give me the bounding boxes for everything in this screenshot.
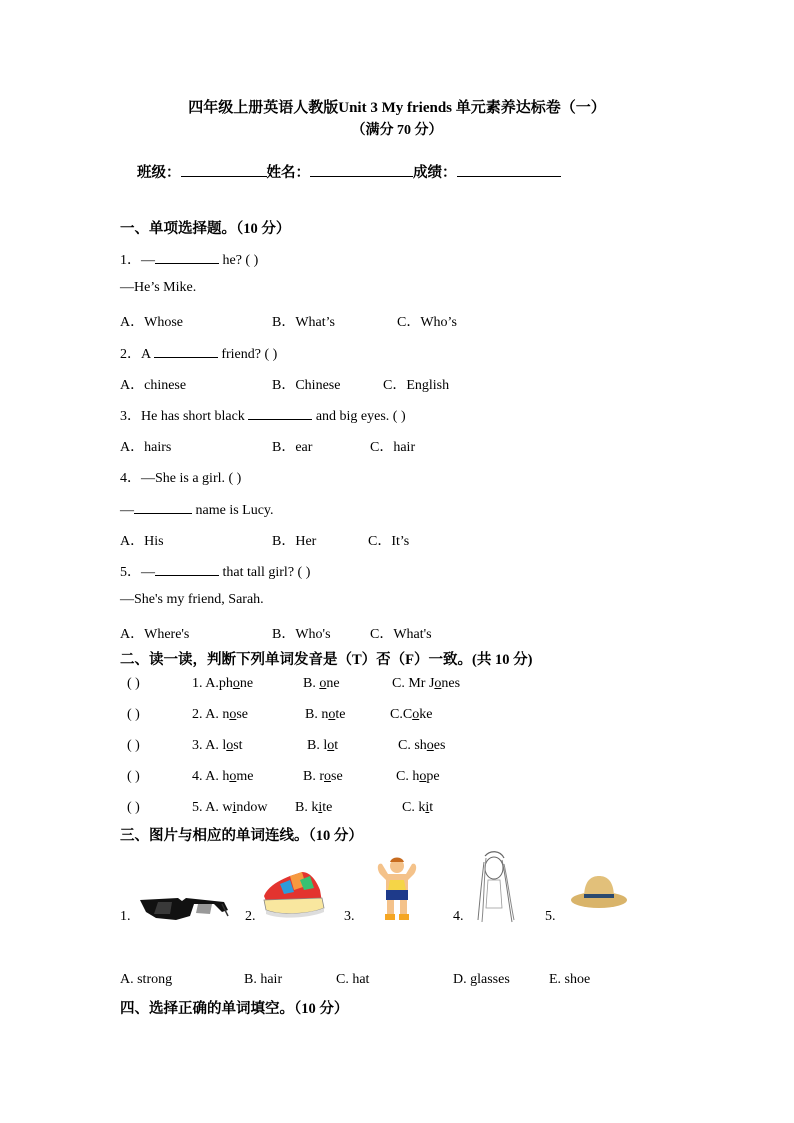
shoe-icon[interactable] <box>260 866 326 920</box>
s2-row-3 <box>127 738 140 754</box>
q2-option-a[interactable]: A．chinese <box>120 378 187 393</box>
q4-blank[interactable] <box>134 499 192 514</box>
s2-row-5 <box>127 800 140 816</box>
s2-row-5-word-b: B. kite <box>295 800 333 815</box>
s2-row-4-word-b: B. rose <box>303 769 343 784</box>
s2-row-3-word-c: C. shoes <box>398 738 446 753</box>
answer-paren[interactable]: ( ) <box>127 800 140 815</box>
s2-row-4-word-a: 4. A. home <box>192 769 254 784</box>
q2-pre: 2．A <box>120 347 154 362</box>
long-hair-icon[interactable] <box>472 848 518 924</box>
q4-post: name is Lucy. <box>192 503 274 518</box>
page-subtitle: （满分 70 分） <box>351 123 443 138</box>
word-b[interactable]: B. hair <box>244 972 283 987</box>
section4-heading: 四、选择正确的单词填空。（10 分） <box>120 1001 349 1017</box>
s2-row-1-word-a: 1. A.phone <box>192 676 254 691</box>
q1-answer-line: —He’s Mike. <box>120 280 197 295</box>
q1-pre: 1．— <box>120 253 155 268</box>
section2-heading: 二、读一读，判断下列单词发音是（T）否（F）一致。(共 10 分) <box>120 652 533 668</box>
pic-num-2: 2. <box>245 909 256 924</box>
info-line <box>137 161 561 182</box>
answer-paren[interactable]: ( ) <box>127 676 140 691</box>
section1-heading: 一、单项选择题。（10 分） <box>120 221 291 237</box>
strong-man-icon[interactable] <box>372 854 422 924</box>
answer-paren[interactable]: ( ) <box>127 769 140 784</box>
s2-row-2 <box>127 707 140 723</box>
page-title: 四年级上册英语人教版Unit 3 My friends 单元素养达标卷（一） <box>188 100 606 116</box>
score-field[interactable] <box>457 162 561 177</box>
word-c[interactable]: C. hat <box>336 972 370 987</box>
q4-option-a[interactable]: A．His <box>120 534 164 549</box>
s2-row-1-word-c: C. Mr Jones <box>392 676 461 691</box>
q2-option-c[interactable]: C．English <box>383 378 450 393</box>
s2-row-2-word-b: B. note <box>305 707 346 722</box>
q5-option-b[interactable]: B．Who's <box>272 627 331 642</box>
class-field[interactable] <box>181 162 267 177</box>
q3-blank[interactable] <box>248 405 312 420</box>
q1-stem <box>120 249 258 269</box>
score-label: 成绩： <box>413 165 457 181</box>
q3-option-b[interactable]: B．ear <box>272 440 313 455</box>
q5-post: that tall girl? ( ) <box>219 565 311 580</box>
name-field[interactable] <box>310 162 413 177</box>
pic-num-4: 4. <box>453 909 464 924</box>
q1-option-a[interactable]: A．Whose <box>120 315 183 330</box>
q5-option-c[interactable]: C．What's <box>370 627 432 642</box>
hat-icon[interactable] <box>570 872 628 912</box>
q4-option-c[interactable]: C．It’s <box>368 534 410 549</box>
q3-option-a[interactable]: A．hairs <box>120 440 172 455</box>
q4-option-b[interactable]: B．Her <box>272 534 317 549</box>
q5-pre: 5．— <box>120 565 155 580</box>
q2-blank[interactable] <box>154 343 218 358</box>
q1-option-c[interactable]: C．Who’s <box>397 315 457 330</box>
s2-row-3-word-a: 3. A. lost <box>192 738 243 753</box>
class-label: 班级： <box>137 165 181 181</box>
q3-option-c[interactable]: C．hair <box>370 440 416 455</box>
answer-paren[interactable]: ( ) <box>127 738 140 753</box>
q1-option-b[interactable]: B．What’s <box>272 315 335 330</box>
q2-post: friend? ( ) <box>217 347 278 362</box>
q5-answer-line: —She's my friend, Sarah. <box>120 592 264 607</box>
q4-pre: — <box>120 503 134 518</box>
name-label: 姓名： <box>266 165 310 181</box>
word-e[interactable]: E. shoe <box>549 972 591 987</box>
s2-row-4 <box>127 769 140 785</box>
q4-stem: 4．—She is a girl. ( ) <box>120 471 242 486</box>
q2-option-b[interactable]: B．Chinese <box>272 378 341 393</box>
answer-paren[interactable]: ( ) <box>127 707 140 722</box>
pic-num-1: 1. <box>120 909 131 924</box>
s2-row-2-word-c: C.Coke <box>390 707 433 722</box>
q3-stem <box>120 405 406 425</box>
s2-row-4-word-c: C. hope <box>396 769 440 784</box>
pic-num-3: 3. <box>344 909 355 924</box>
q1-post: he? ( ) <box>219 253 259 268</box>
q5-stem <box>120 561 310 581</box>
q5-option-a[interactable]: A．Where's <box>120 627 190 642</box>
s2-row-2-word-a: 2. A. nose <box>192 707 249 722</box>
s2-row-3-word-b: B. lot <box>307 738 339 753</box>
s2-row-1-word-b: B. one <box>303 676 340 691</box>
q1-blank[interactable] <box>155 249 219 264</box>
section3-heading: 三、图片与相应的单词连线。（10 分） <box>120 828 363 844</box>
q3-pre: 3．He has short black <box>120 409 249 424</box>
q3-post: and big eyes. ( ) <box>312 409 406 424</box>
word-a[interactable]: A. strong <box>120 972 173 987</box>
s2-row-1 <box>127 676 140 692</box>
s2-row-5-word-c: C. kit <box>402 800 434 815</box>
q5-blank[interactable] <box>155 561 219 576</box>
word-d[interactable]: D. glasses <box>453 972 510 987</box>
glasses-icon[interactable] <box>138 890 230 924</box>
q4-line <box>120 499 274 519</box>
q2-stem <box>120 343 277 363</box>
pic-num-5: 5. <box>545 909 556 924</box>
s2-row-5-word-a: 5. A. window <box>192 800 268 815</box>
